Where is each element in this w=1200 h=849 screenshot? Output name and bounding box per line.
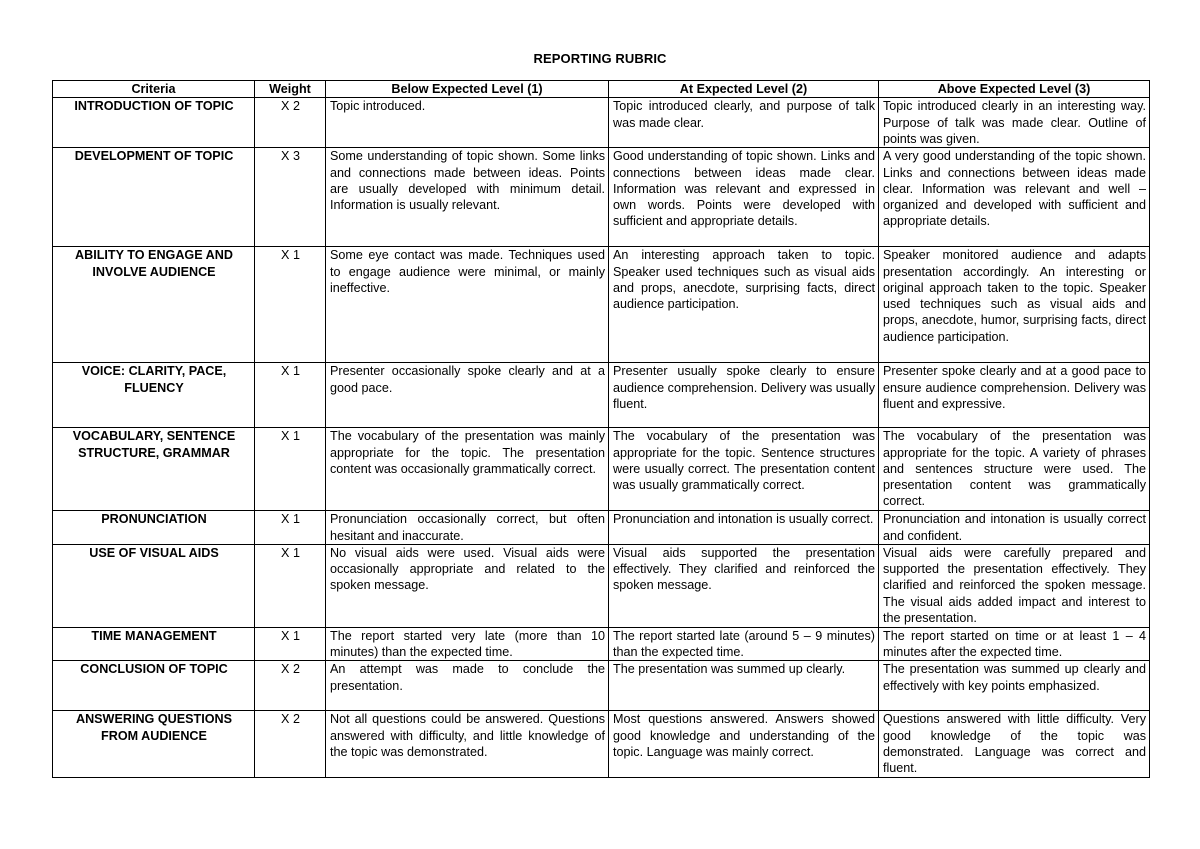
below-expected-cell: Not all questions could be answered. Questions answered with difficulty, and little knowledge of the topic was demonstrated. (326, 711, 609, 777)
above-expected-cell: The vocabulary of the presentation was appropriate for the topic. A variety of phrases and sentences structure were used. The presentation content was grammatically correct. (879, 428, 1150, 511)
below-expected-cell: Some understanding of topic shown. Some links and connections made between ideas. Points are usually developed with minimum detail. Information is usually relevant. (326, 148, 609, 247)
above-expected-cell: The report started on time or at least 1 – 4 minutes after the expected time. (879, 627, 1150, 661)
table-row (53, 711, 1150, 777)
weight-cell: X 1 (255, 363, 326, 428)
below-expected-cell: The report started very late (more than 10 minutes) than the expected time. (326, 627, 609, 661)
above-expected-cell: A very good understanding of the topic shown. Links and connections between ideas made clear. Information was relevant and well – organized and developed with sufficient and appropriate details. (879, 148, 1150, 247)
below-expected-cell: Pronunciation occasionally correct, but often hesitant and inaccurate. (326, 511, 609, 545)
criteria-cell: INTRODUCTION OF TOPIC (53, 98, 255, 148)
at-expected-cell: The report started late (around 5 – 9 minutes) than the expected time. (609, 627, 879, 661)
at-expected-cell: An interesting approach taken to topic. Speaker used techniques such as visual aids and props, anecdote, surprising facts, direct audience participation. (609, 247, 879, 363)
at-expected-cell: Topic introduced clearly, and purpose of talk was made clear. (609, 98, 879, 148)
table-row (53, 247, 1150, 363)
rubric-table (52, 80, 1150, 778)
criteria-cell: USE OF VISUAL AIDS (53, 544, 255, 627)
table-row (53, 98, 1150, 148)
criteria-cell: DEVELOPMENT OF TOPIC (53, 148, 255, 247)
criteria-cell: VOICE: CLARITY, PACE, FLUENCY (53, 363, 255, 428)
header-row (53, 81, 1150, 98)
criteria-cell: ANSWERING QUESTIONS FROM AUDIENCE (53, 711, 255, 777)
at-expected-cell: Presenter usually spoke clearly to ensure audience comprehension. Delivery was usually fluent. (609, 363, 879, 428)
table-row (53, 428, 1150, 511)
weight-cell: X 1 (255, 544, 326, 627)
table-row (53, 363, 1150, 428)
above-expected-cell: Pronunciation and intonation is usually correct and confident. (879, 511, 1150, 545)
weight-cell: X 1 (255, 428, 326, 511)
at-expected-cell: The presentation was summed up clearly. (609, 661, 879, 711)
table-row (53, 627, 1150, 661)
weight-cell: X 2 (255, 661, 326, 711)
weight-cell: X 1 (255, 627, 326, 661)
criteria-cell: PRONUNCIATION (53, 511, 255, 545)
below-expected-cell: Presenter occasionally spoke clearly and at a good pace. (326, 363, 609, 428)
above-expected-cell: Presenter spoke clearly and at a good pace to ensure audience comprehension. Delivery was fluent and expressive. (879, 363, 1150, 428)
above-expected-cell: The presentation was summed up clearly and effectively with key points emphasized. (879, 661, 1150, 711)
at-expected-cell: The vocabulary of the presentation was appropriate for the topic. Sentence structures were usually correct. The presentation content was usually grammatically correct. (609, 428, 879, 511)
header-criteria: Criteria (53, 81, 255, 98)
table-row (53, 511, 1150, 545)
header-below-expected: Below Expected Level (1) (326, 81, 609, 98)
below-expected-cell: An attempt was made to conclude the presentation. (326, 661, 609, 711)
weight-cell: X 3 (255, 148, 326, 247)
table-row (53, 544, 1150, 627)
header-above-expected: Above Expected Level (3) (879, 81, 1150, 98)
page-title: REPORTING RUBRIC (533, 51, 667, 66)
at-expected-cell: Good understanding of topic shown. Links and connections between ideas made clear. Information was relevant and expressed in own words. Points were developed with sufficient and appropriate details. (609, 148, 879, 247)
weight-cell: X 2 (255, 98, 326, 148)
above-expected-cell: Topic introduced clearly in an interesting way. Purpose of talk was made clear. Outline of points was given. (879, 98, 1150, 148)
criteria-cell: CONCLUSION OF TOPIC (53, 661, 255, 711)
criteria-cell: VOCABULARY, SENTENCE STRUCTURE, GRAMMAR (53, 428, 255, 511)
above-expected-cell: Questions answered with little difficulty. Very good knowledge of the topic was demonstrated. Language was correct and fluent. (879, 711, 1150, 777)
criteria-cell: ABILITY TO ENGAGE AND INVOLVE AUDIENCE (53, 247, 255, 363)
at-expected-cell: Most questions answered. Answers showed good knowledge and understanding of the topic. Language was mainly correct. (609, 711, 879, 777)
weight-cell: X 2 (255, 711, 326, 777)
header-weight: Weight (255, 81, 326, 98)
below-expected-cell: No visual aids were used. Visual aids were occasionally appropriate and related to the spoken message. (326, 544, 609, 627)
weight-cell: X 1 (255, 247, 326, 363)
weight-cell: X 1 (255, 511, 326, 545)
at-expected-cell: Visual aids supported the presentation effectively. They clarified and reinforced the spoken message. (609, 544, 879, 627)
table-row (53, 148, 1150, 247)
table-row (53, 661, 1150, 711)
above-expected-cell: Visual aids were carefully prepared and supported the presentation effectively. They clarified and reinforced the spoken message. The visual aids added impact and interest to the presentation. (879, 544, 1150, 627)
criteria-cell: TIME MANAGEMENT (53, 627, 255, 661)
below-expected-cell: Some eye contact was made. Techniques used to engage audience were minimal, or mainly ineffective. (326, 247, 609, 363)
above-expected-cell: Speaker monitored audience and adapts presentation accordingly. An interesting or original approach taken to the topic. Speaker used techniques such as visual aids and props, anecdote, humor, surprising facts, direct audience participation. (879, 247, 1150, 363)
at-expected-cell: Pronunciation and intonation is usually correct. (609, 511, 879, 545)
below-expected-cell: The vocabulary of the presentation was mainly appropriate for the topic. The presentation content was occasionally grammatically correct. (326, 428, 609, 511)
below-expected-cell: Topic introduced. (326, 98, 609, 148)
header-at-expected: At Expected Level (2) (609, 81, 879, 98)
